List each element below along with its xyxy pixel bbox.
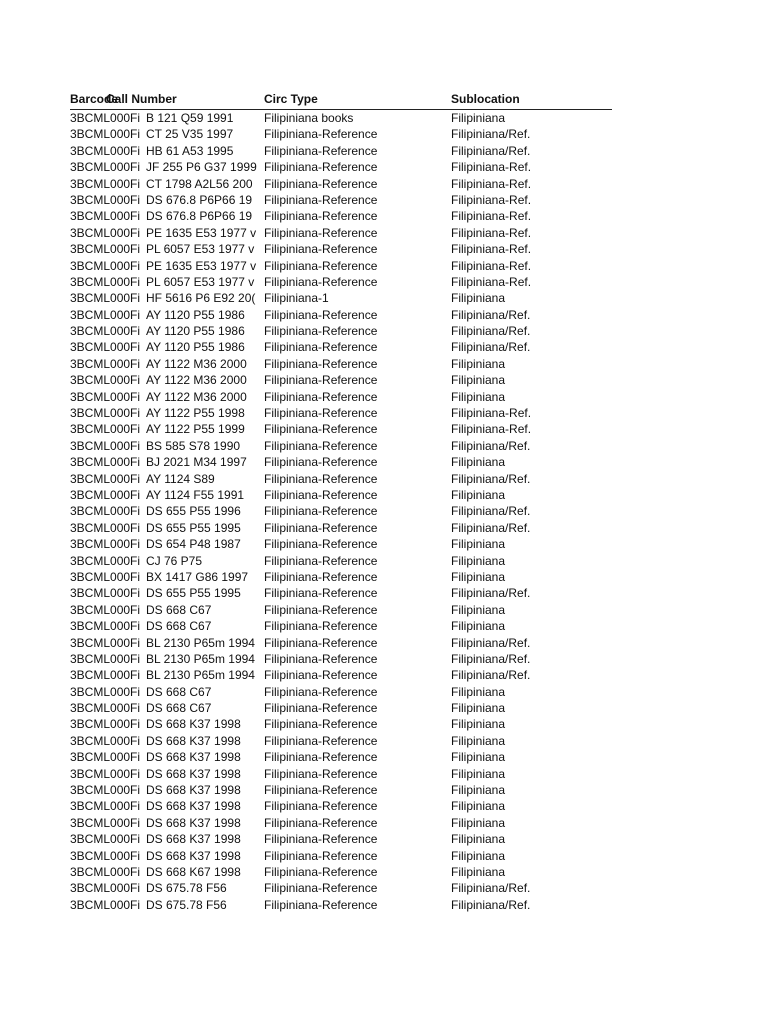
- cell-circ-type: Filipiniana-Reference: [264, 520, 378, 535]
- cell-sublocation: Filipiniana: [451, 553, 506, 568]
- table-row: [70, 454, 612, 470]
- cell-call-number: HF 5616 P6 E92 20(: [146, 291, 256, 306]
- cell-barcode: 3BCML000Fi: [70, 537, 141, 552]
- cell-circ-type: Filipiniana-Reference: [264, 717, 378, 732]
- cell-sublocation: Filipiniana: [451, 815, 506, 830]
- table-row: [70, 782, 612, 798]
- cell-circ-type: Filipiniana-Reference: [264, 897, 378, 912]
- cell-circ-type: Filipiniana-Reference: [264, 471, 378, 486]
- cell-call-number: PL 6057 E53 1977 v: [146, 274, 255, 289]
- cell-call-number: DS 676.8 P6P66 19: [146, 209, 253, 224]
- cell-call-number: AY 1122 M36 2000: [146, 356, 247, 371]
- cell-sublocation: Filipiniana/Ref.: [451, 438, 531, 453]
- cell-sublocation: Filipiniana: [451, 602, 506, 617]
- cell-sublocation: Filipiniana/Ref.: [451, 881, 531, 896]
- cell-barcode: 3BCML000Fi: [70, 864, 141, 879]
- table-row: [70, 635, 612, 651]
- table-row: [70, 290, 612, 306]
- cell-sublocation: Filipiniana: [451, 111, 506, 125]
- cell-call-number: CT 1798 A2L56 200: [146, 176, 253, 191]
- cell-call-number: AY 1120 P55 1986: [146, 324, 245, 339]
- cell-sublocation: Filipiniana/Ref.: [451, 897, 531, 912]
- cell-call-number: DS 668 C67: [146, 619, 212, 634]
- table-row: [70, 618, 612, 634]
- cell-circ-type: Filipiniana-Reference: [264, 438, 378, 453]
- cell-circ-type: Filipiniana-Reference: [264, 569, 378, 584]
- cell-sublocation: Filipiniana: [451, 799, 506, 814]
- cell-barcode: 3BCML000Fi: [70, 176, 141, 191]
- cell-sublocation: Filipiniana/Ref.: [451, 651, 531, 666]
- cell-call-number: PE 1635 E53 1977 v: [146, 258, 257, 273]
- cell-call-number: PL 6057 E53 1977 v: [146, 242, 255, 257]
- cell-call-number: DS 668 K37 1998: [146, 848, 241, 863]
- cell-sublocation: Filipiniana/Ref.: [451, 307, 531, 322]
- table-row: [70, 798, 612, 814]
- cell-call-number: DS 668 K67 1998: [146, 864, 241, 879]
- cell-call-number: AY 1122 P55 1999: [146, 422, 245, 437]
- cell-call-number: B 121 Q59 1991: [146, 111, 234, 125]
- cell-barcode: 3BCML000Fi: [70, 160, 141, 175]
- table-row: [70, 356, 612, 372]
- cell-circ-type: Filipiniana-Reference: [264, 373, 378, 388]
- cell-barcode: 3BCML000Fi: [70, 651, 141, 666]
- cell-barcode: 3BCML000Fi: [70, 684, 141, 699]
- header-circ-type: Circ Type: [264, 92, 318, 106]
- cell-barcode: 3BCML000Fi: [70, 127, 141, 142]
- cell-sublocation: Filipiniana-Ref.: [451, 258, 532, 273]
- cell-call-number: DS 675.78 F56: [146, 881, 227, 896]
- cell-circ-type: Filipiniana-Reference: [264, 258, 378, 273]
- cell-circ-type: Filipiniana-Reference: [264, 701, 378, 716]
- cell-circ-type: Filipiniana-Reference: [264, 209, 378, 224]
- cell-call-number: DS 675.78 F56: [146, 897, 227, 912]
- cell-sublocation: Filipiniana: [451, 569, 506, 584]
- cell-barcode: 3BCML000Fi: [70, 307, 141, 322]
- cell-barcode: 3BCML000Fi: [70, 635, 141, 650]
- cell-circ-type: Filipiniana-Reference: [264, 192, 378, 207]
- cell-call-number: DS 668 K37 1998: [146, 733, 241, 748]
- cell-circ-type: Filipiniana-Reference: [264, 799, 378, 814]
- cell-barcode: 3BCML000Fi: [70, 274, 141, 289]
- cell-circ-type: Filipiniana-Reference: [264, 340, 378, 355]
- table-row: [70, 503, 612, 519]
- table-body: [70, 110, 612, 913]
- cell-sublocation: Filipiniana-Ref.: [451, 422, 532, 437]
- cell-call-number: DS 655 P55 1996: [146, 504, 241, 519]
- cell-barcode: 3BCML000Fi: [70, 766, 141, 781]
- cell-barcode: 3BCML000Fi: [70, 815, 141, 830]
- cell-barcode: 3BCML000Fi: [70, 569, 141, 584]
- table-row: [70, 143, 612, 159]
- cell-barcode: 3BCML000Fi: [70, 422, 141, 437]
- cell-barcode: 3BCML000Fi: [70, 586, 141, 601]
- cell-sublocation: Filipiniana-Ref.: [451, 209, 532, 224]
- cell-circ-type: Filipiniana-1: [264, 291, 329, 306]
- cell-call-number: CT 25 V35 1997: [146, 127, 234, 142]
- cell-barcode: 3BCML000Fi: [70, 373, 141, 388]
- cell-sublocation: Filipiniana-Ref.: [451, 242, 532, 257]
- table-row: [70, 176, 612, 192]
- table-row: [70, 274, 612, 290]
- cell-barcode: 3BCML000Fi: [70, 602, 141, 617]
- cell-circ-type: Filipiniana-Reference: [264, 864, 378, 879]
- cell-call-number: BS 585 S78 1990: [146, 438, 241, 453]
- cell-call-number: BL 2130 P65m 1994: [146, 668, 255, 683]
- cell-sublocation: Filipiniana-Ref.: [451, 406, 532, 421]
- cell-call-number: DS 668 C67: [146, 701, 212, 716]
- cell-call-number: DS 655 P55 1995: [146, 520, 241, 535]
- cell-call-number: AY 1122 P55 1998: [146, 406, 245, 421]
- cell-call-number: BJ 2021 M34 1997: [146, 455, 247, 470]
- cell-sublocation: Filipiniana: [451, 848, 506, 863]
- cell-circ-type: Filipiniana-Reference: [264, 766, 378, 781]
- cell-circ-type: Filipiniana-Reference: [264, 553, 378, 568]
- cell-barcode: 3BCML000Fi: [70, 356, 141, 371]
- cell-circ-type: Filipiniana-Reference: [264, 160, 378, 175]
- cell-circ-type: Filipiniana-Reference: [264, 242, 378, 257]
- cell-sublocation: Filipiniana/Ref.: [451, 143, 531, 158]
- cell-barcode: 3BCML000Fi: [70, 291, 141, 306]
- cell-sublocation: Filipiniana: [451, 733, 506, 748]
- cell-barcode: 3BCML000Fi: [70, 733, 141, 748]
- table-row: [70, 716, 612, 732]
- table-row: [70, 487, 612, 503]
- cell-call-number: DS 668 K37 1998: [146, 799, 241, 814]
- table-row: [70, 831, 612, 847]
- table-row: [70, 684, 612, 700]
- cell-call-number: DS 668 K37 1998: [146, 783, 241, 798]
- cell-call-number: AY 1124 S89: [146, 471, 215, 486]
- cell-barcode: 3BCML000Fi: [70, 799, 141, 814]
- table-row: [70, 897, 612, 913]
- cell-circ-type: Filipiniana-Reference: [264, 815, 378, 830]
- cell-sublocation: Filipiniana: [451, 717, 506, 732]
- table-row: [70, 208, 612, 224]
- table-row: [70, 421, 612, 437]
- cell-call-number: DS 654 P48 1987: [146, 537, 241, 552]
- table-row: [70, 848, 612, 864]
- cell-sublocation: Filipiniana/Ref.: [451, 504, 531, 519]
- cell-barcode: 3BCML000Fi: [70, 406, 141, 421]
- cell-barcode: 3BCML000Fi: [70, 668, 141, 683]
- table-row: [70, 569, 612, 585]
- cell-barcode: 3BCML000Fi: [70, 504, 141, 519]
- table-row: [70, 126, 612, 142]
- table-row: [70, 192, 612, 208]
- cell-barcode: 3BCML000Fi: [70, 553, 141, 568]
- cell-circ-type: Filipiniana-Reference: [264, 668, 378, 683]
- cell-circ-type: Filipiniana-Reference: [264, 651, 378, 666]
- cell-call-number: BX 1417 G86 1997: [146, 569, 249, 584]
- cell-barcode: 3BCML000Fi: [70, 340, 141, 355]
- cell-sublocation: Filipiniana: [451, 373, 506, 388]
- cell-barcode: 3BCML000Fi: [70, 225, 141, 240]
- cell-barcode: 3BCML000Fi: [70, 717, 141, 732]
- cell-sublocation: Filipiniana: [451, 766, 506, 781]
- cell-circ-type: Filipiniana-Reference: [264, 225, 378, 240]
- cell-sublocation: Filipiniana/Ref.: [451, 635, 531, 650]
- cell-barcode: 3BCML000Fi: [70, 783, 141, 798]
- cell-sublocation: Filipiniana: [451, 356, 506, 371]
- cell-circ-type: Filipiniana-Reference: [264, 619, 378, 634]
- cell-sublocation: Filipiniana: [451, 389, 506, 404]
- cell-circ-type: Filipiniana-Reference: [264, 274, 378, 289]
- cell-barcode: 3BCML000Fi: [70, 619, 141, 634]
- cell-call-number: JF 255 P6 G37 1999: [146, 160, 257, 175]
- table-row: [70, 307, 612, 323]
- table-row: [70, 438, 612, 454]
- cell-sublocation: Filipiniana-Ref.: [451, 176, 532, 191]
- table-row: [70, 880, 612, 896]
- cell-call-number: DS 668 K37 1998: [146, 750, 241, 765]
- cell-sublocation: Filipiniana/Ref.: [451, 340, 531, 355]
- table-row: [70, 520, 612, 536]
- cell-barcode: 3BCML000Fi: [70, 881, 141, 896]
- cell-sublocation: Filipiniana/Ref.: [451, 471, 531, 486]
- cell-call-number: AY 1120 P55 1986: [146, 307, 245, 322]
- cell-call-number: BL 2130 P65m 1994: [146, 651, 255, 666]
- table-row: [70, 667, 612, 683]
- cell-circ-type: Filipiniana-Reference: [264, 832, 378, 847]
- cell-call-number: DS 655 P55 1995: [146, 586, 241, 601]
- table-row: [70, 733, 612, 749]
- cell-barcode: 3BCML000Fi: [70, 209, 141, 224]
- cell-circ-type: Filipiniana-Reference: [264, 143, 378, 158]
- table-row: [70, 471, 612, 487]
- cell-sublocation: Filipiniana: [451, 684, 506, 699]
- cell-circ-type: Filipiniana-Reference: [264, 455, 378, 470]
- cell-barcode: 3BCML000Fi: [70, 111, 141, 125]
- cell-sublocation: Filipiniana: [451, 487, 506, 502]
- table-header: [70, 90, 612, 110]
- cell-barcode: 3BCML000Fi: [70, 389, 141, 404]
- cell-call-number: DS 668 K37 1998: [146, 815, 241, 830]
- cell-circ-type: Filipiniana-Reference: [264, 504, 378, 519]
- cell-circ-type: Filipiniana-Reference: [264, 783, 378, 798]
- cell-call-number: DS 668 K37 1998: [146, 717, 241, 732]
- cell-call-number: DS 668 K37 1998: [146, 766, 241, 781]
- cell-call-number: AY 1122 M36 2000: [146, 373, 247, 388]
- cell-sublocation: Filipiniana: [451, 783, 506, 798]
- cell-sublocation: Filipiniana: [451, 291, 506, 306]
- cell-sublocation: Filipiniana: [451, 537, 506, 552]
- table-row: [70, 651, 612, 667]
- header-barcode: Barcode: [70, 92, 119, 106]
- cell-barcode: 3BCML000Fi: [70, 832, 141, 847]
- cell-sublocation: Filipiniana-Ref.: [451, 274, 532, 289]
- cell-barcode: 3BCML000Fi: [70, 258, 141, 273]
- cell-circ-type: Filipiniana-Reference: [264, 389, 378, 404]
- cell-call-number: PE 1635 E53 1977 v: [146, 225, 257, 240]
- cell-sublocation: Filipiniana-Ref.: [451, 160, 532, 175]
- cell-sublocation: Filipiniana: [451, 619, 506, 634]
- cell-sublocation: Filipiniana/Ref.: [451, 520, 531, 535]
- cell-sublocation: Filipiniana: [451, 455, 506, 470]
- cell-call-number: AY 1124 F55 1991: [146, 487, 245, 502]
- cell-circ-type: Filipiniana-Reference: [264, 586, 378, 601]
- cell-call-number: HB 61 A53 1995: [146, 143, 234, 158]
- cell-call-number: CJ 76 P75: [146, 553, 203, 568]
- header-call-number: Call Number: [106, 92, 177, 106]
- table-row: [70, 700, 612, 716]
- table-row: [70, 749, 612, 765]
- catalog-table: [70, 90, 612, 913]
- table-row: [70, 815, 612, 831]
- cell-sublocation: Filipiniana: [451, 701, 506, 716]
- cell-barcode: 3BCML000Fi: [70, 520, 141, 535]
- table-row: [70, 536, 612, 552]
- cell-barcode: 3BCML000Fi: [70, 192, 141, 207]
- table-row: [70, 258, 612, 274]
- cell-circ-type: Filipiniana books: [264, 111, 354, 125]
- table-row: [70, 323, 612, 339]
- cell-circ-type: Filipiniana-Reference: [264, 176, 378, 191]
- cell-barcode: 3BCML000Fi: [70, 897, 141, 912]
- table-row: [70, 553, 612, 569]
- cell-sublocation: Filipiniana/Ref.: [451, 586, 531, 601]
- cell-sublocation: Filipiniana/Ref.: [451, 668, 531, 683]
- cell-sublocation: Filipiniana-Ref.: [451, 225, 532, 240]
- cell-barcode: 3BCML000Fi: [70, 487, 141, 502]
- table-row: [70, 372, 612, 388]
- cell-call-number: DS 668 C67: [146, 602, 212, 617]
- table-row: [70, 110, 612, 126]
- cell-call-number: AY 1122 M36 2000: [146, 389, 247, 404]
- cell-circ-type: Filipiniana-Reference: [264, 537, 378, 552]
- cell-sublocation: Filipiniana: [451, 832, 506, 847]
- cell-sublocation: Filipiniana/Ref.: [451, 127, 531, 142]
- table-row: [70, 241, 612, 257]
- table-row: [70, 225, 612, 241]
- cell-circ-type: Filipiniana-Reference: [264, 733, 378, 748]
- table-row: [70, 602, 612, 618]
- cell-circ-type: Filipiniana-Reference: [264, 750, 378, 765]
- table-row: [70, 405, 612, 421]
- cell-barcode: 3BCML000Fi: [70, 750, 141, 765]
- cell-sublocation: Filipiniana: [451, 864, 506, 879]
- table-row: [70, 585, 612, 601]
- cell-circ-type: Filipiniana-Reference: [264, 602, 378, 617]
- cell-circ-type: Filipiniana-Reference: [264, 324, 378, 339]
- cell-circ-type: Filipiniana-Reference: [264, 635, 378, 650]
- cell-barcode: 3BCML000Fi: [70, 438, 141, 453]
- cell-circ-type: Filipiniana-Reference: [264, 684, 378, 699]
- cell-sublocation: Filipiniana-Ref.: [451, 192, 532, 207]
- table-row: [70, 864, 612, 880]
- cell-barcode: 3BCML000Fi: [70, 455, 141, 470]
- cell-circ-type: Filipiniana-Reference: [264, 848, 378, 863]
- cell-barcode: 3BCML000Fi: [70, 143, 141, 158]
- cell-call-number: DS 668 K37 1998: [146, 832, 241, 847]
- table-row: [70, 159, 612, 175]
- cell-circ-type: Filipiniana-Reference: [264, 881, 378, 896]
- cell-circ-type: Filipiniana-Reference: [264, 422, 378, 437]
- cell-circ-type: Filipiniana-Reference: [264, 307, 378, 322]
- cell-barcode: 3BCML000Fi: [70, 848, 141, 863]
- cell-call-number: AY 1120 P55 1986: [146, 340, 245, 355]
- cell-circ-type: Filipiniana-Reference: [264, 127, 378, 142]
- cell-barcode: 3BCML000Fi: [70, 324, 141, 339]
- cell-circ-type: Filipiniana-Reference: [264, 487, 378, 502]
- cell-circ-type: Filipiniana-Reference: [264, 406, 378, 421]
- table-row: [70, 339, 612, 355]
- cell-call-number: BL 2130 P65m 1994: [146, 635, 255, 650]
- cell-sublocation: Filipiniana: [451, 750, 506, 765]
- cell-barcode: 3BCML000Fi: [70, 242, 141, 257]
- table-row: [70, 766, 612, 782]
- cell-call-number: DS 668 C67: [146, 684, 212, 699]
- cell-circ-type: Filipiniana-Reference: [264, 356, 378, 371]
- table-row: [70, 389, 612, 405]
- cell-barcode: 3BCML000Fi: [70, 471, 141, 486]
- cell-call-number: DS 676.8 P6P66 19: [146, 192, 253, 207]
- cell-barcode: 3BCML000Fi: [70, 701, 141, 716]
- cell-sublocation: Filipiniana/Ref.: [451, 324, 531, 339]
- header-sublocation: Sublocation: [451, 92, 520, 106]
